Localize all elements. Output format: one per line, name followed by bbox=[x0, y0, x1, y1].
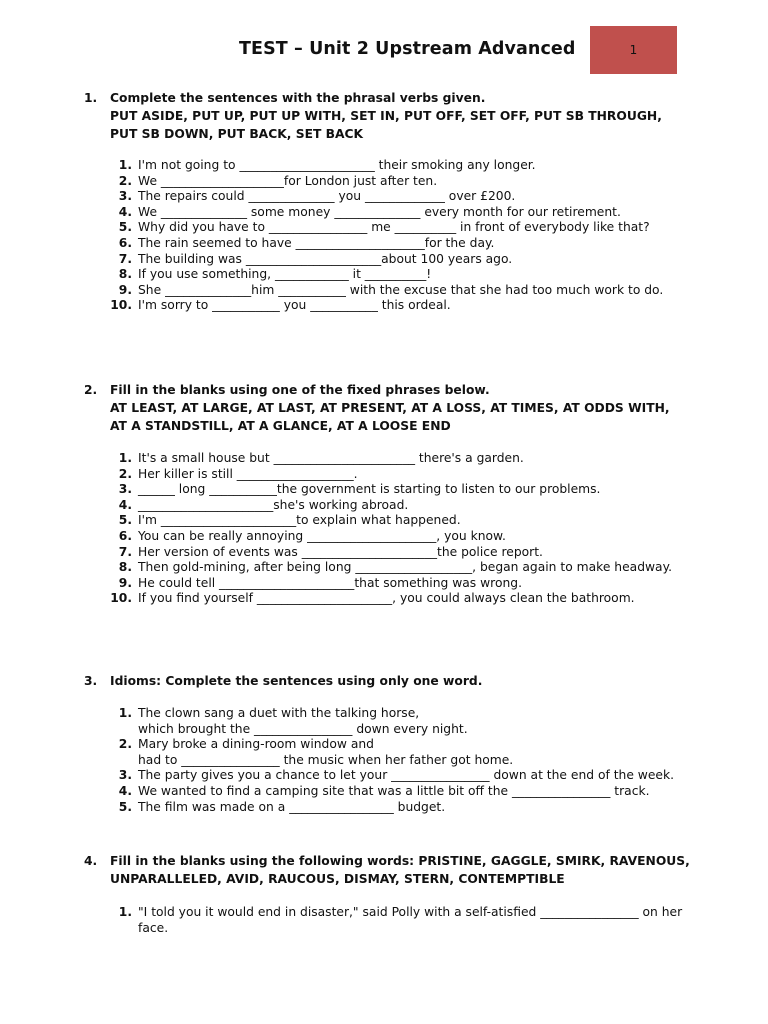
item-number: 3. bbox=[118, 189, 132, 204]
item-text: ______________________she's working abroad. bbox=[138, 497, 409, 512]
item-text: ______ long ___________the government is starting to listen to our problems. bbox=[138, 482, 601, 497]
item-text: She ______________him ___________ with the excuse that she had too much work to do. bbox=[138, 282, 664, 297]
item-number: 1. bbox=[118, 158, 132, 172]
list-item bbox=[110, 283, 683, 299]
section-number: 1. bbox=[84, 91, 98, 105]
item-text: You can be really annoying _____________________, you know. bbox=[138, 528, 506, 543]
item-number: 5. bbox=[118, 513, 132, 528]
item-text: Why did you have to ________________ me __________ in front of everybody like that? bbox=[138, 220, 650, 235]
section-2-heading bbox=[84, 381, 690, 435]
word-bank: PUT ASIDE, PUT UP, PUT UP WITH, SET IN, PUT OFF, SET OFF, PUT SB THROUGH, PUT SB DOWN, PUT BACK, SET BACK bbox=[110, 109, 662, 141]
item-number: 2. bbox=[118, 466, 132, 481]
list-item bbox=[110, 498, 683, 514]
item-text: We ____________________for London just after ten. bbox=[138, 173, 438, 188]
section-4-list bbox=[110, 905, 683, 936]
list-item bbox=[110, 220, 683, 236]
list-item bbox=[110, 545, 683, 561]
item-line: had to ________________ the music when her father got home. bbox=[138, 752, 514, 767]
list-item bbox=[110, 560, 683, 576]
item-number: 6. bbox=[118, 235, 132, 250]
section-3-list bbox=[110, 706, 683, 815]
item-text: If you use something, ____________ it __________! bbox=[138, 267, 432, 282]
item-number: 2. bbox=[118, 737, 132, 752]
item-line: which brought the ________________ down every night. bbox=[138, 721, 468, 736]
list-item bbox=[110, 529, 683, 545]
item-number: 7. bbox=[118, 251, 132, 266]
item-number: 10. bbox=[110, 591, 132, 606]
section-4-heading bbox=[84, 852, 690, 888]
list-item bbox=[110, 800, 683, 816]
item-number: 9. bbox=[118, 575, 132, 590]
list-item bbox=[110, 451, 683, 467]
page-title: TEST – Unit 2 Upstream Advanced bbox=[239, 39, 576, 59]
item-line: Mary broke a dining-room window and bbox=[138, 737, 374, 752]
item-text: He could tell ______________________that something was wrong. bbox=[138, 575, 523, 590]
item-number: 6. bbox=[118, 528, 132, 543]
item-number: 5. bbox=[118, 220, 132, 235]
item-number: 3. bbox=[118, 768, 132, 783]
item-text: Her version of events was ______________________the police report. bbox=[138, 544, 543, 559]
item-text: If you find yourself ______________________, you could always clean the bathroom. bbox=[138, 591, 635, 606]
list-item bbox=[110, 158, 683, 174]
section-1-list bbox=[110, 158, 683, 314]
item-number: 1. bbox=[118, 451, 132, 465]
item-number: 8. bbox=[118, 267, 132, 282]
item-number: 7. bbox=[118, 544, 132, 559]
section-2-list bbox=[110, 451, 683, 607]
list-item bbox=[110, 174, 683, 190]
item-text: The building was ______________________about 100 years ago. bbox=[138, 251, 513, 266]
list-item bbox=[110, 189, 683, 205]
word-bank: AT LEAST, AT LARGE, AT LAST, AT PRESENT, AT A LOSS, AT TIMES, AT ODDS WITH, AT A STANDSTILL, AT A GLANCE, AT A LOOSE END bbox=[110, 401, 670, 433]
list-item bbox=[110, 467, 683, 483]
page-number: 1 bbox=[629, 43, 638, 57]
section-3-heading bbox=[84, 672, 690, 690]
item-number: 3. bbox=[118, 482, 132, 497]
item-text: The film was made on a _________________ budget. bbox=[138, 799, 446, 814]
section-instruction: Fill in the blanks using one of the fixed phrases below. bbox=[110, 383, 490, 397]
item-number: 1. bbox=[118, 905, 132, 919]
list-item bbox=[110, 905, 683, 936]
item-number: 9. bbox=[118, 282, 132, 297]
section-number: 3. bbox=[84, 674, 98, 688]
list-item bbox=[110, 267, 683, 283]
item-text: I'm ______________________to explain what happened. bbox=[138, 513, 461, 528]
list-item bbox=[110, 591, 683, 607]
list-item bbox=[110, 576, 683, 592]
list-item bbox=[110, 205, 683, 221]
item-text: We wanted to find a camping site that was a little bit off the ________________ track. bbox=[138, 783, 650, 798]
item-number: 2. bbox=[118, 173, 132, 188]
section-instruction: Complete the sentences with the phrasal verbs given. bbox=[110, 91, 486, 105]
item-line: The clown sang a duet with the talking horse, bbox=[138, 706, 420, 720]
item-text: I'm sorry to ___________ you ___________ this ordeal. bbox=[138, 298, 451, 313]
list-item bbox=[110, 236, 683, 252]
page-number-box bbox=[590, 26, 677, 74]
item-number: 10. bbox=[110, 298, 132, 313]
item-number: 4. bbox=[118, 204, 132, 219]
list-item bbox=[110, 513, 683, 529]
list-item bbox=[110, 482, 683, 498]
item-number: 4. bbox=[118, 497, 132, 512]
item-number: 8. bbox=[118, 560, 132, 575]
item-text: The rain seemed to have _____________________for the day. bbox=[138, 235, 495, 250]
list-item bbox=[110, 784, 683, 800]
item-text: It's a small house but _______________________ there's a garden. bbox=[138, 451, 524, 465]
item-text: I'm not going to ______________________ their smoking any longer. bbox=[138, 158, 536, 172]
item-number: 5. bbox=[118, 799, 132, 814]
list-item bbox=[110, 737, 683, 768]
item-number: 1. bbox=[118, 706, 132, 720]
item-text: "I told you it would end in disaster," said Polly with a self-atisfied ________________ on her face. bbox=[138, 905, 683, 935]
item-text: We ______________ some money ______________ every month for our retirement. bbox=[138, 204, 621, 219]
section-number: 2. bbox=[84, 383, 98, 397]
item-text: Her killer is still ___________________. bbox=[138, 466, 358, 481]
section-instruction: Idioms: Complete the sentences using only one word. bbox=[110, 674, 483, 688]
section-1-heading bbox=[84, 89, 690, 143]
list-item bbox=[110, 706, 683, 737]
section-number: 4. bbox=[84, 854, 98, 868]
item-text: Then gold-mining, after being long ___________________, began again to make headway. bbox=[138, 560, 673, 575]
item-text: The repairs could ______________ you _____________ over £200. bbox=[138, 189, 516, 204]
item-number: 4. bbox=[118, 783, 132, 798]
item-text: The party gives you a chance to let your ________________ down at the end of the week. bbox=[138, 768, 675, 783]
list-item bbox=[110, 298, 683, 314]
section-instruction: Fill in the blanks using the following words: PRISTINE, GAGGLE, SMIRK, RAVENOUS, UNPARALLELED, AVID, RAUCOUS, DISMAY, STERN, CONTEMPTIBLE bbox=[110, 854, 690, 886]
list-item bbox=[110, 252, 683, 268]
list-item bbox=[110, 768, 683, 784]
